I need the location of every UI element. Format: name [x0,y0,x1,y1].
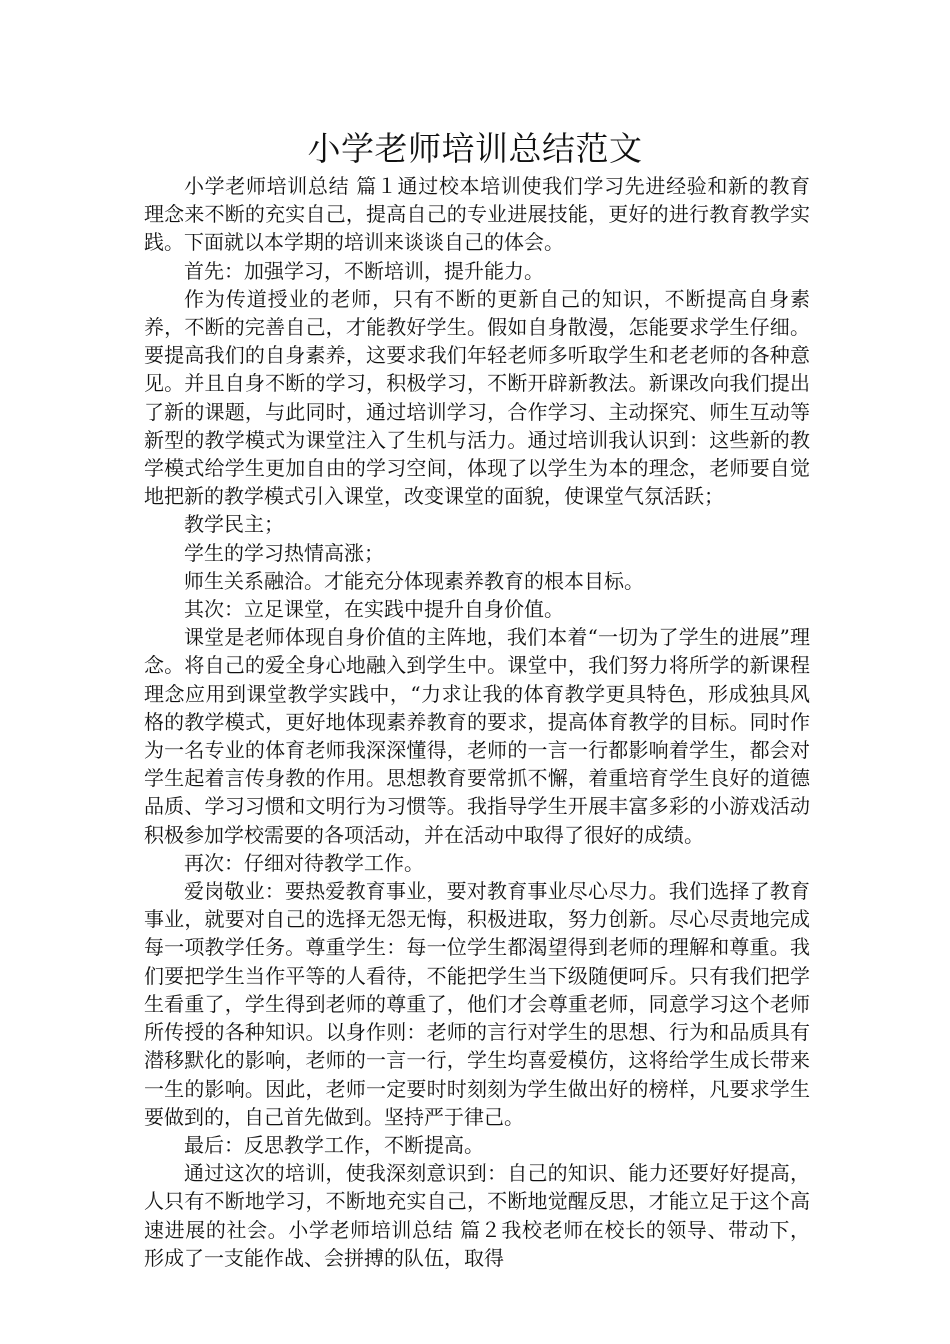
paragraph-relationship: 师生关系融洽。才能充分体现素养教育的根本目标。 [184,568,644,593]
paragraph-learning: 作为传道授业的老师，只有不断的更新自己的知识，不断提高自身素养，不断的完善自己，才能教好学生。假如自身散漫，怎能要求学生仔细。要提高我们的自身素养，这要求我们年轻老师多听取学生和老老师的各种意见。并且自身不断的学习，积极学习，不断开辟新教法。新课改向我们提出了新的课题，与此同时，通过培训学习，合作学习、主动探究、师生互动等新型的教学模式为课堂注入了生机与活力。通过培训我认识到：这些新的教学模式给学生更加自由的学习空间，体现了以学生为本的理念，老师要自觉地把新的教学模式引入课堂，改变课堂的面貌，使课堂气氛活跃； [144,286,810,509]
paragraph-heading-third: 再次：仔细对待教学工作。 [184,850,424,875]
paragraph-classroom: 课堂是老师体现自身价值的主阵地，我们本着“一切为了学生的进展”理念。将自己的爱全身心地融入到学生中。课堂中，我们努力将所学的新课程理念应用到课堂教学实践中，“力求让我的体育教学更具特色，形成独具风格的教学模式，更好地体现素养教育的要求，提高体育教学的目标。同时作为一名专业的体育老师我深深懂得，老师的一言一行都影响着学生，都会对学生起着言传身教的作用。思想教育要常抓不懈，着重培育学生良好的道德品质、学习习惯和文明行为习惯等。我指导学生开展丰富多彩的小游戏活动积极参加学校需要的各项活动，并在活动中取得了很好的成绩。 [144,625,810,847]
paragraph-heading-first: 首先：加强学习，不断培训，提升能力。 [184,258,544,283]
paragraph-democracy: 教学民主； [184,512,284,537]
document-body [144,172,810,1272]
paragraph-dedication: 爱岗敬业：要热爱教育事业，要对教育事业尽心尽力。我们选择了教育事业，就要对自己的选择无怨无悔，积极进取，努力创新。尽心尽责地完成每一项教学任务。尊重学生：每一位学生都渴望得到老师的理解和尊重。我们要把学生当作平等的人看待，不能把学生当下级随便呵斥。只有我们把学生看重了，学生得到老师的尊重了，他们才会尊重老师，同意学习这个老师所传授的各种知识。以身作则：老师的言行对学生的思想、行为和品质具有潜移默化的影响，老师的一言一行，学生均喜爱模仿，这将给学生成长带来一生的影响。因此，老师一定要时时刻刻为学生做出好的榜样，凡要求学生要做到的，自己首先做到。坚持严于律己。 [144,879,810,1129]
paragraph-enthusiasm: 学生的学习热情高涨； [184,540,384,565]
paragraph-heading-last: 最后：反思教学工作，不断提高。 [184,1132,484,1157]
document-title: 小学老师培训总结范文 [307,129,643,168]
paragraph-intro: 小学老师培训总结 篇１通过校本培训使我们学习先进经验和新的教育理念来不断的充实自己，提高自己的专业进展技能，更好的进行教育教学实践。下面就以本学期的培训来谈谈自己的体会。 [144,174,810,255]
paragraph-reflection: 通过这次的培训，使我深刻意识到：自己的知识、能力还要好好提高，人只有不断地学习，不断地充实自己，不断地觉醒反思，才能立足于这个高速进展的社会。小学老师培训总结 篇２我校老师在校长的领导、带动下，形成了一支能作战、会拼搏的队伍，取得 [144,1161,810,1270]
paragraph-heading-second: 其次：立足课堂，在实践中提升自身价值。 [184,597,564,622]
